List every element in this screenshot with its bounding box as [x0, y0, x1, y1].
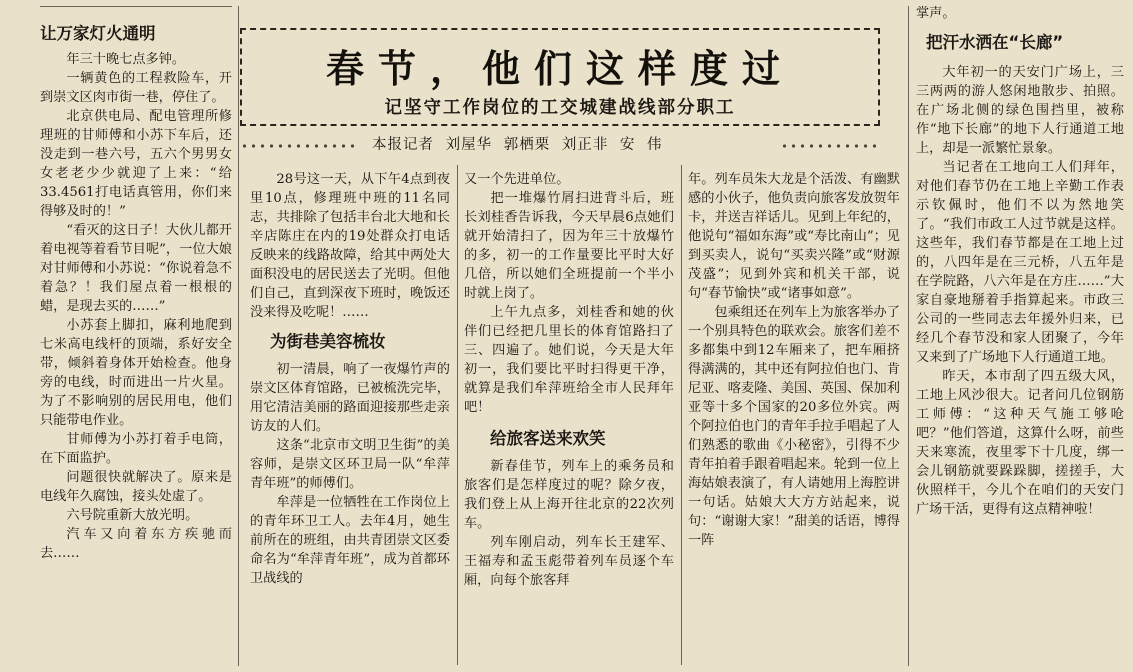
paragraph: 这条“北京市文明卫生街”的美容师，是崇文区环卫局一队“牟萍青年班”的师傅们。 [250, 438, 450, 491]
byline: 本报记者 刘屋华 郭栖栗 刘正非 安 伟 [372, 137, 663, 153]
paragraph: 新春佳节，列车上的乘务员和旅客们是怎样度过的呢？除夕夜，我们登上从上海开往北京的22次列车。 [464, 459, 674, 531]
paragraph: 又一个先进单位。 [464, 172, 570, 187]
column-1 [40, 18, 232, 563]
paragraph: 列车刚启动，列车长王建军、王福寿和孟玉彪带着列车员逐个车厢，向每个旅客拜 [464, 535, 674, 588]
main-headline: 春节，他们这样度过 [325, 46, 794, 91]
column-2 [250, 170, 450, 588]
top-rule [40, 6, 232, 7]
section-heading-lights: 让万家灯火通明 [40, 24, 156, 43]
paragraph: 六号院重新大放光明。 [66, 508, 199, 523]
paragraph: 28号这一天，从下午4点到夜里10点，修理班中班的11名同志，共排除了包括丰台北大地和长辛店陈庄在内的19处群众打电话反映来的线路故障，给其中两处大面积没电的居民送去了光明。但他们自己，直到深夜下班时，晚饭还没来得及吃呢！…… [250, 172, 450, 320]
paragraph: 甘师傅为小苏打着手电筒，在下面监护。 [40, 432, 232, 466]
paragraph: 掌声。 [916, 6, 956, 21]
paragraph: 大年初一的天安门广场上，三三两两的游人悠闲地散步、拍照。在广场北侧的绿色围挡里，被称作“地下长廊”的地下人行通道工地上，却是一派繁忙景象。 [916, 65, 1124, 156]
section-heading-corridor: 把汗水洒在“长廊” [926, 33, 1064, 52]
paragraph: 当记者在工地向工人们拜年，对他们春节仍在工地上辛勤工作表示钦佩时，他们不以为然地笑了。“我们市政工人过节就是这样。这些年，我们春节都是在工地上过的，八四年是在三元桥，八五年是在学院路，八六年是在方庄……”大家自豪地掰着手指算起来。市政三公司的一些同志去年援外归来，已经几个春节没和家人团聚了，今年又来到了广场地下人行通道工地。 [916, 160, 1124, 365]
paragraph: 上午九点多，刘桂香和她的伙伴们已经把几里长的体育馆路扫了三、四遍了。她们说，今天是大年初一，我们要比平时扫得更干净，就算是我们牟萍班给全市人民拜年吧！ [464, 305, 674, 415]
paragraph: 年三十晚七点多钟。 [66, 52, 186, 67]
section-heading-passengers: 给旅客送来欢笑 [490, 429, 606, 448]
decorative-border-right [780, 142, 880, 150]
column-5 [916, 4, 1124, 519]
paragraph: 年。列车员朱大龙是个活泼、有幽默感的小伙子，他负责向旅客发放贺年卡，并送吉祥话儿。见到上年纪的，他说句“福如东海”或“寿比南山”；见到买卖人，说句“买卖兴隆”或“财源茂盛”；见到外宾和机关干部，说句“春节愉快”或“诸事如意”。 [688, 172, 900, 301]
column-4 [688, 170, 900, 550]
paragraph: 包乘组还在列车上为旅客举办了一个别具特色的联欢会。旅客们差不多都集中到12车厢来了，把车厢挤得满满的，其中还有阿拉伯也门、肯尼亚、喀麦隆、美国、英国、保加利亚等十多个国家的20多位外宾。两个阿拉伯也门的青年手拉手唱起了人们熟悉的歌曲《小秘密》，引得不少青年拍着手跟着唱起来。轮到一位上海姑娘表演了，有人请她用上海腔讲一句话。姑娘大大方方站起来，说句：“谢谢大家！”甜美的话语，博得一阵 [688, 305, 900, 548]
column-rule [681, 165, 682, 665]
paragraph: 把一堆爆竹屑扫进背斗后，班长刘桂香告诉我，今天早晨6点她们就开始清扫了，因为年三十放爆竹的多，初一的工作量要比平时大好几倍，所以她们全班提前一个半小时就上岗了。 [464, 191, 674, 301]
column-rule [908, 6, 909, 666]
paragraph: 一辆黄色的工程救险车，开到崇文区肉市街一巷，停住了。 [40, 71, 232, 105]
decorative-border-left [240, 142, 360, 150]
column-rule [457, 165, 458, 665]
paragraph: 昨天，本市刮了四五级大风，工地上风沙很大。记者问几位钢筋工师傅：“这种天气施工够呛吧？”他们答道，这算什么呀，前些天来寒流，夜里零下十几度，绑一会儿钢筋就要跺跺脚，搓搓手，大伙照样干，今儿个在咱们的天安门广场干活，更得有这点精神啦！ [916, 369, 1124, 517]
paragraph: 北京供电局、配电管理所修理班的甘师傅和小苏下车后，还没走到一巷六号，五六个男男女女老老少少就迎了上来：“给33.4561打电话真管用，你们来得够及时的！” [40, 109, 232, 219]
paragraph: 牟萍是一位牺牲在工作岗位上的青年环卫工人。去年4月，她生前所在的班组，由共青团崇文区委命名为“牟萍青年班”，成为首都环卫战线的 [250, 495, 450, 586]
paragraph: 初一清晨，响了一夜爆竹声的崇文区体育馆路，已被梳洗完毕，用它清洁美丽的路面迎接那些走亲访友的人们。 [250, 362, 450, 434]
column-3 [464, 170, 674, 590]
headline-box [240, 28, 880, 126]
paragraph: 问题很快就解决了。原来是电线年久腐蚀，接头处虚了。 [40, 470, 232, 504]
paragraph: 小苏套上脚扣，麻利地爬到七米高电线杆的顶端，系好安全带，倾斜着身体开始检查。他身旁的电线，时而进出一片火星。为了不影响别的居民用电，他们只能带电作业。 [40, 318, 232, 428]
column-rule [238, 6, 239, 666]
section-heading-streets: 为街巷美容梳妆 [270, 332, 386, 351]
paragraph: “看灭的这日子！大伙儿都开着电视等着看节目呢”，一位大娘对甘师傅和小苏说：“你说着急不着急？！我们屋点着一根根的蜡，是现去买的……” [40, 223, 232, 314]
paragraph: 汽车又向着东方疾驰而去…… [40, 527, 232, 561]
headline-subtitle: 记坚守工作岗位的工交城建战线部分职工 [384, 98, 736, 118]
